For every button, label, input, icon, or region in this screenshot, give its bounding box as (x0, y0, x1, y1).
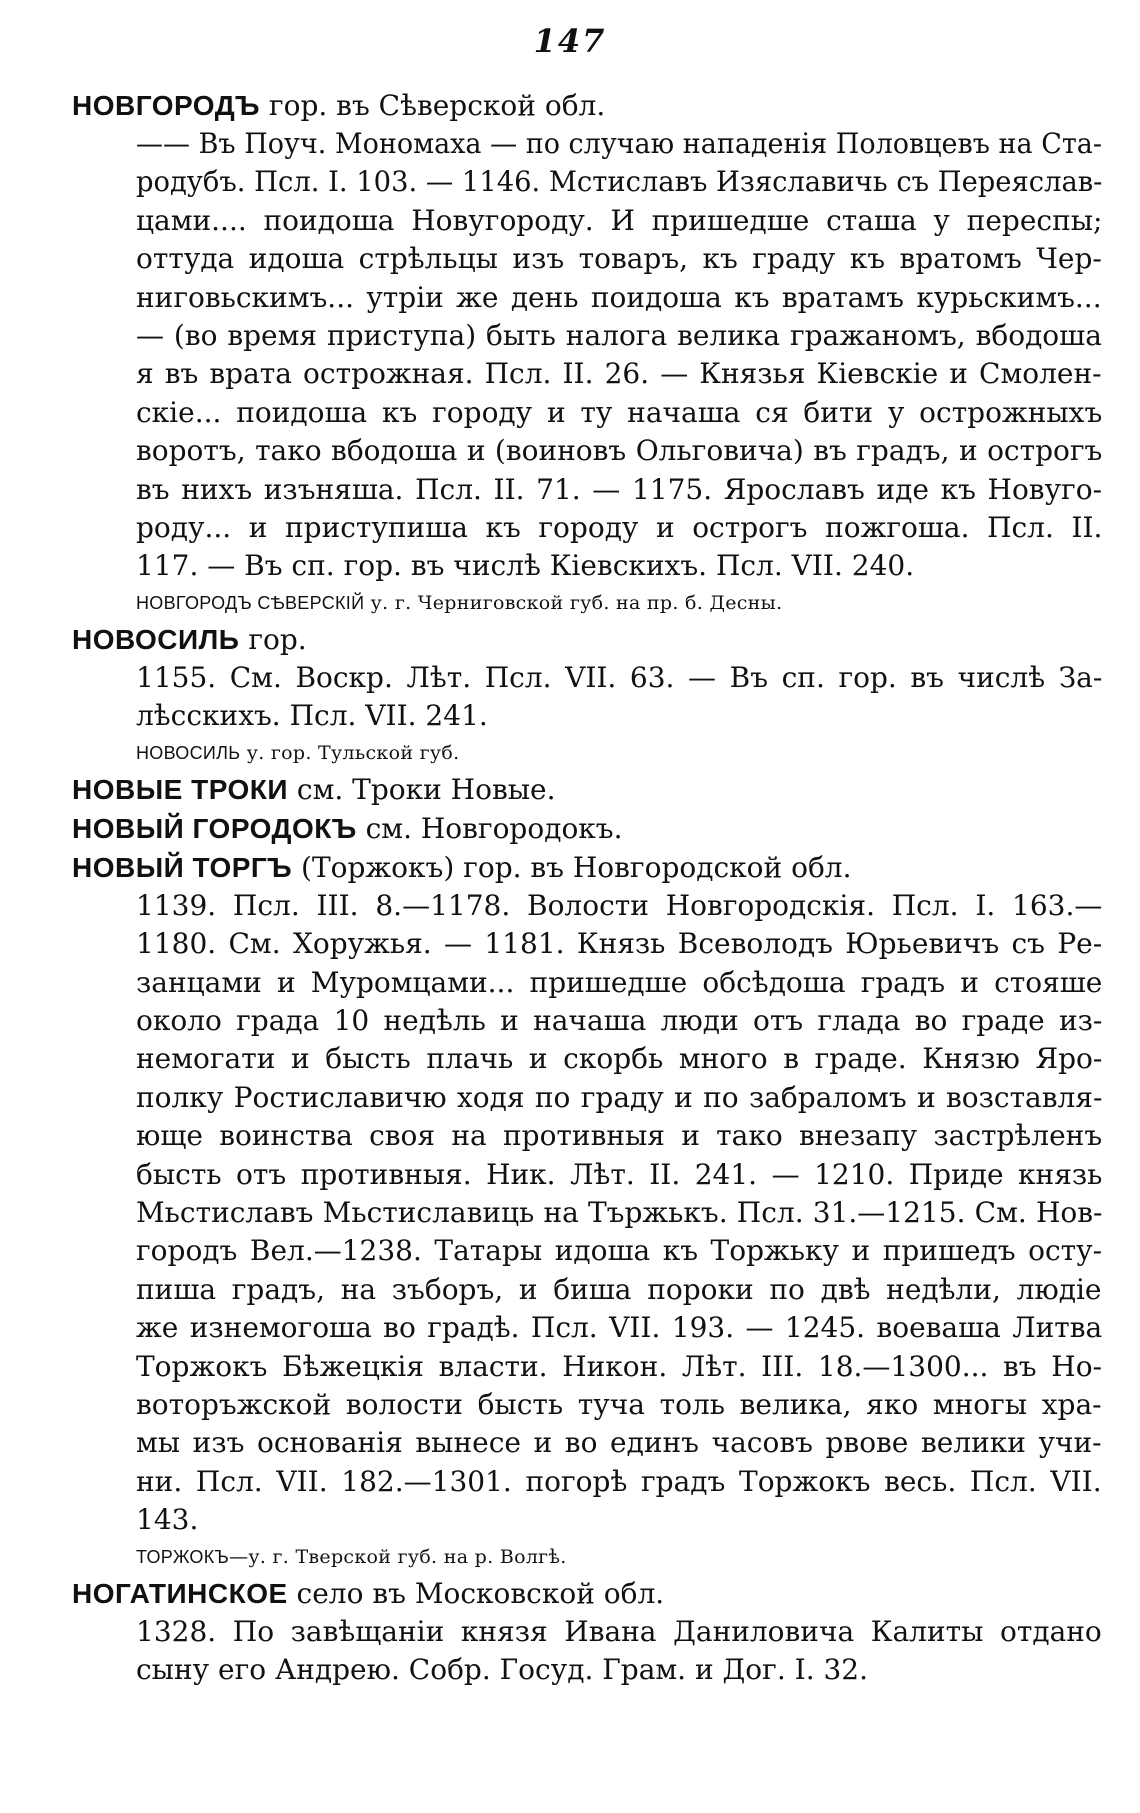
entry-headword: НОВГОРОДЪ (72, 90, 261, 121)
entry-heading (72, 620, 1102, 659)
entry-headword: НОВЫЙ ТОРГЪ (72, 851, 293, 883)
entry-headword: НОГАТИНСКОЕ (72, 1577, 288, 1609)
text-line: ни. Псл. VII. 182.—1301. погорѣ градъ Торжокъ весь. Псл. VII. (136, 1464, 1102, 1498)
page-content (72, 86, 1102, 1689)
entry-head-description: гор. (239, 622, 307, 656)
text-line: 143. (136, 1503, 199, 1537)
text-line: занцами и Муромцами... пришедше обсѣдоша градъ и стояше (136, 965, 1103, 999)
entry-head-description: см. Троки Новые. (288, 772, 556, 806)
text-line: Торжокъ Бѣжецкія власти. Никон. Лѣт. III. 18.—1300... въ Но- (136, 1349, 1103, 1383)
text-line: около града 10 недѣль и начаша люди отъ глада во граде из- (136, 1003, 1103, 1037)
text-line: —— Въ Поуч. Мономаха — по случаю нападенія Половцевъ на Ста- (136, 127, 1102, 160)
text-line: воторъжской волости бысть туча толь велика, яко многы хра- (136, 1387, 1102, 1421)
text-line: я въ врата острожная. Псл. II. 26. — Князья Кіевскіе и Смолен- (136, 357, 1102, 391)
note-text: —у. г. Тверской губ. на р. Волгѣ. (229, 1545, 567, 1568)
text-line: — (во время приступа) быть налога велика гражаномъ, вбодоша (136, 319, 1102, 353)
entry-headword: НОВОСИЛЬ (72, 623, 240, 655)
entry-nogatinskoe (72, 1574, 1102, 1690)
text-line: пиша градъ, на зъборъ, и биша пороки по двѣ недѣли, людіе (136, 1272, 1102, 1306)
text-line: родубъ. Псл. I. 103. — 1146. Мстиславъ Изяславичь съ Переяслав- (136, 165, 1103, 199)
entry-note (72, 736, 1102, 770)
text-line: Мьстиславъ Мьстиславиць на Тържькъ. Псл. 31.—1215. См. Нов- (136, 1195, 1103, 1229)
entry-headword: НОВЫЙ ГОРОДОКЪ (72, 812, 357, 844)
page-number: 147 (533, 22, 607, 60)
text-line: цами.... поидоша Новугороду. И пришедше сташа у переспы; (136, 203, 1103, 237)
text-line: же изнемогоша во градѣ. Псл. VII. 193. — 1245. воеваша Литва (136, 1311, 1103, 1345)
text-line: 1155. См. Воскр. Лѣт. Псл. VII. 63. — Въ сп. гор. въ числѣ За- (136, 660, 1103, 694)
text-line: 1180. См. Хоружья. — 1181. Князь Всеволодъ Юрьевичъ съ Ре- (136, 927, 1103, 961)
text-line: городъ Вел.—1238. Татары идоша къ Торжьку и пришедъ осту- (136, 1234, 1103, 1268)
note-headword: НОВГОРОДЪ СѢВЕРСКІЙ (136, 592, 365, 613)
note-headword: НОВОСИЛЬ (136, 742, 241, 763)
entry-heading (72, 848, 1102, 887)
text-line: немогати и бысть плачь и скорбь много в граде. Князю Яро- (136, 1042, 1103, 1076)
text-line: скіе... поидоша къ городу и ту начаша ся бити у острожныхъ (136, 395, 1103, 429)
note-text: у. г. Черниговской губ. на пр. б. Десны. (364, 591, 783, 614)
entry-head-description: (Торжокъ) гор. въ Новгородской обл. (292, 850, 852, 884)
entry-heading (72, 1574, 1102, 1613)
entry-head-description: см. Новгородокъ. (356, 811, 623, 845)
entry-note (72, 1540, 1102, 1574)
note-text: у. гор. Тульской губ. (240, 741, 460, 764)
text-line: ниговьскимъ... утріи же день поидоша къ вратамъ курьскимъ... (136, 280, 1102, 314)
entry-novyi-torg (72, 848, 1102, 1574)
text-line: 1328. По завѣщаніи князя Ивана Даниловича Калиты отдано (136, 1614, 1102, 1648)
entry-novye-troki (72, 770, 1102, 809)
note-headword: ТОРЖОКЪ (136, 1546, 230, 1567)
text-line: въ нихъ изъняша. Псл. II. 71. — 1175. Ярославъ иде къ Новуго- (136, 472, 1103, 506)
text-line: воротъ, тако вбодоша и (воиновъ Ольговича) въ градъ, и острогъ (136, 434, 1103, 468)
text-line: мы изъ основанія вынесе и во единъ часовъ рвове велики учи- (136, 1426, 1102, 1460)
entry-novgorod (72, 86, 1102, 620)
entry-note (72, 586, 1102, 620)
text-line: 117. — Въ сп. гор. въ числѣ Кіевскихъ. Псл. VII. 240. (136, 549, 915, 583)
entry-heading (72, 770, 1102, 809)
text-line: сыну его Андрею. Собр. Госуд. Грам. и Дог. I. 32. (136, 1653, 869, 1686)
entry-heading (72, 86, 1102, 125)
entry-heading (72, 809, 1102, 848)
entry-headword: НОВЫЕ ТРОКИ (72, 773, 288, 805)
text-line: юще воинства своя на противныя и тако внезапу застрѣленъ (136, 1119, 1103, 1153)
text-line: роду... и приступиша къ городу и острогъ пожгоша. Псл. II. (136, 511, 1103, 545)
entry-novosil (72, 620, 1102, 770)
text-line: бысть отъ противныя. Ник. Лѣт. II. 241. — 1210. Приде князь (136, 1157, 1103, 1191)
text-line: 1139. Псл. III. 8.—1178. Волости Новгородскія. Псл. I. 163.— (136, 888, 1103, 922)
entry-head-description: гор. въ Сѣверской обл. (260, 89, 606, 122)
text-line: оттуда идоша стрѣльцы изъ товаръ, къ граду къ вратомъ Чер- (136, 242, 1102, 276)
entry-novyi-gorodok (72, 809, 1102, 848)
entry-head-description: село въ Московской обл. (287, 1576, 665, 1610)
text-line: полку Ростиславичю ходя по граду и по забраломъ и возставля- (136, 1080, 1103, 1114)
text-line: лѣсскихъ. Псл. VII. 241. (136, 699, 488, 733)
